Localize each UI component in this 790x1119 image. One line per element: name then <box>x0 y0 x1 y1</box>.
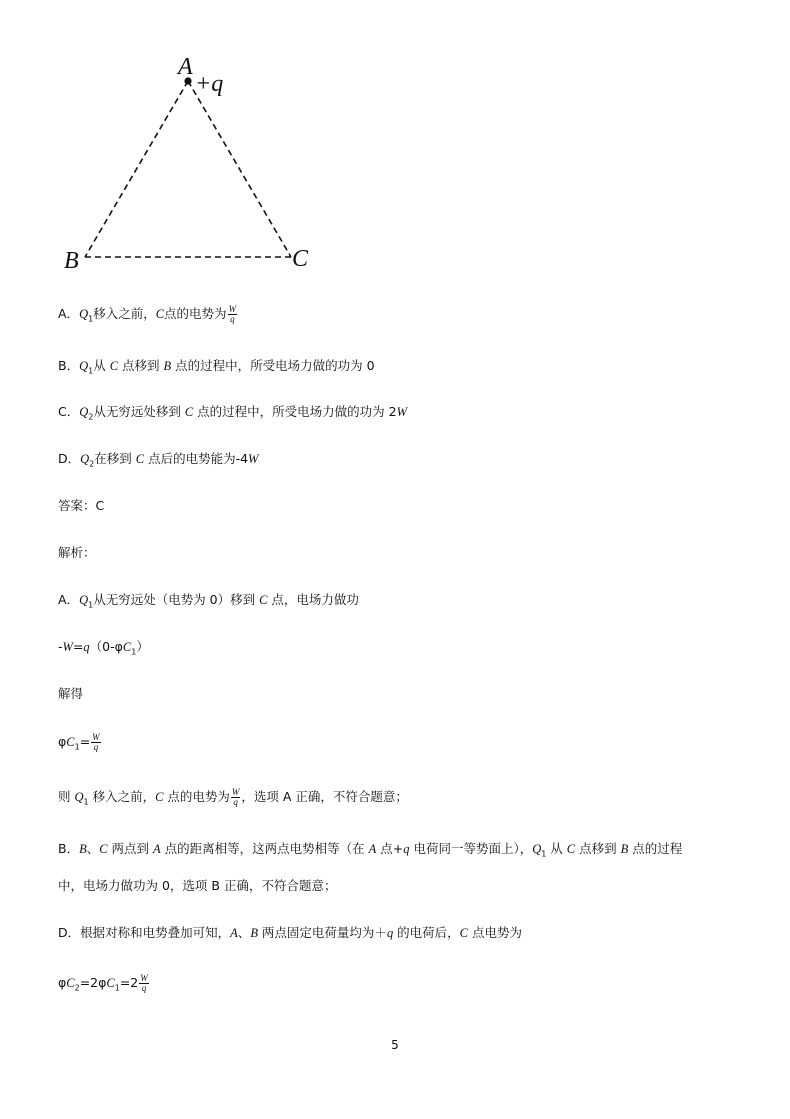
page-number: 5 <box>391 1038 399 1052</box>
side-ab <box>85 81 188 257</box>
option-a: A．$Q_1$移入之前，C点的电势为 $\frac{W}{q}$ <box>58 304 237 324</box>
solve-label: 解得 <box>58 686 84 701</box>
analysis-b-continued: 中，电场力做功为 0，选项 B 正确，不符合题意； <box>58 878 337 893</box>
fraction-w-over-q: $\frac{W}{q}$ <box>231 787 240 807</box>
vertex-label-b: B <box>64 248 79 274</box>
option-d: D．$Q_2$在移到 C 点后的电势能为-4W <box>58 451 259 469</box>
option-c: C．$Q_2$从无穷远处移到 C 点的过程中，所受电场力做的功为 2W <box>58 404 408 422</box>
charge-label: +q <box>195 71 224 97</box>
analysis-b: B．B、C 两点到 A 点的距离相等，这两点电势相等（在 A 点+q 电荷同一等势面上），$Q_1$ 从 C 点移到 B 点的过程 <box>58 841 683 859</box>
triangle-figure <box>56 50 326 275</box>
option-b: B．$Q_1$从 C 点移到 B 点的过程中，所受电场力做的功为 0 <box>58 358 375 376</box>
equation-potential: $\varphi C_1=$ $\frac{W}{q}$ <box>58 732 100 752</box>
side-ac <box>188 81 291 257</box>
vertex-label-c: C <box>292 246 309 272</box>
analysis-d: D．根据对称和电势叠加可知，A、B 两点固定电荷量均为＋q 的电荷后，C 点电势为 <box>58 925 522 940</box>
answer: 答案：C <box>58 498 105 513</box>
equation-potential-c2: $\varphi C_2=2\varphi C_1=2$ $\frac{W}{q}$ <box>58 973 148 993</box>
fraction-w-over-q: $\frac{W}{q}$ <box>228 304 237 324</box>
fraction-w-over-q: $\frac{W}{q}$ <box>92 732 100 752</box>
analysis-title: 解析： <box>58 545 96 560</box>
equation-work: $-W=q(0-\varphi C_1)$ <box>58 639 149 657</box>
fraction-w-over-q: $\frac{W}{q}$ <box>140 973 148 993</box>
vertex-label-a: A <box>178 54 193 80</box>
analysis-a: A．$Q_1$从无穷远处（电势为 0）移到 C 点，电场力做功 <box>58 592 359 610</box>
conclusion-a: 则 $Q_1$ 移入之前，C 点的电势为 $\frac{W}{q}$ ，选项 A 正确，不符合题意； <box>58 787 408 807</box>
